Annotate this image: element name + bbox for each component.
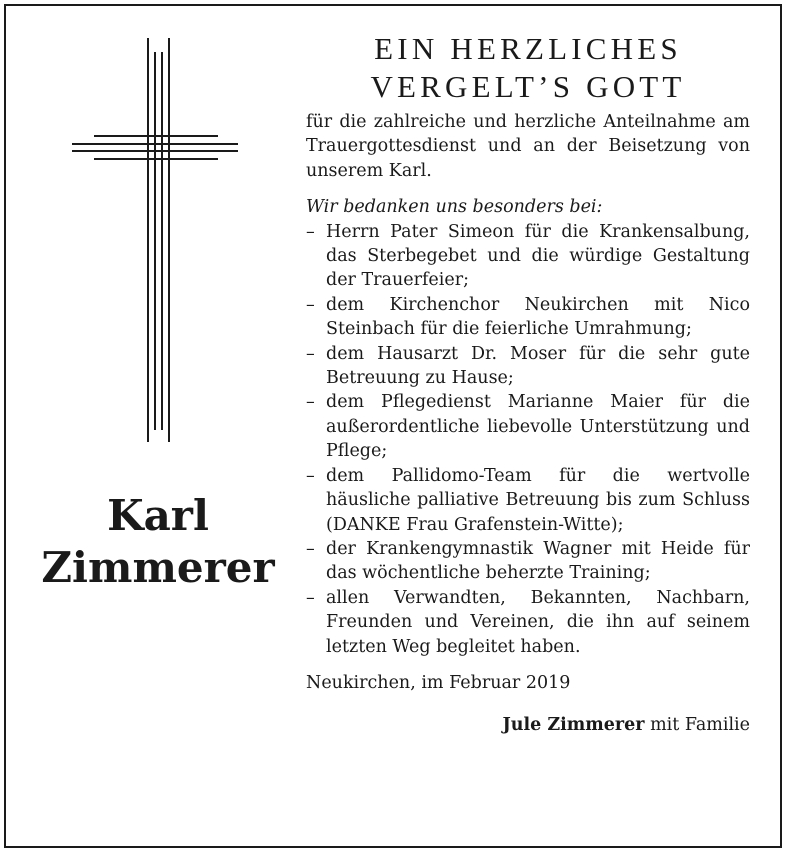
list-item-text: allen Verwandten, Bekannten, Nachbarn, Freunden und Vereinen, die ihn auf seinem letzten Weg begleitet haben. [326,587,750,657]
notice-text [306,30,750,755]
deceased-last-name: Zimmerer [41,543,275,592]
list-item-text: der Krankengymnastik Wagner mit Heide für das wöchentliche beherzte Training; [326,538,750,584]
signature-suffix: mit Familie [644,714,750,735]
list-item-text: dem Pflegedienst Marianne Maier für die außerordentliche liebevolle Unterstützung und Pflege; [326,392,750,462]
signature-name: Jule Zimmerer [502,714,645,735]
intro-paragraph: für die zahlreiche und herzliche Anteilnahme am Trauergottesdienst und an der Beisetzung von unserem Karl. [306,112,750,181]
list-item-text: dem Pallidomo-Team für die wertvolle häusliche palliative Betreuung bis zum Schluss (DANKE Frau Grafenstein-Witte); [326,465,750,535]
list-item [306,390,750,463]
place-date: Neukirchen, im Februar 2019 [306,672,571,693]
thanks-heading: Wir bedanken uns besonders bei: [306,197,603,218]
list-item-text: dem Hausarzt Dr. Moser für die sehr gute Betreuung zu Hause; [326,343,750,389]
list-item-text: dem Kirchenchor Neukirchen mit Nico Steinbach für die feierliche Umrahmung; [326,294,750,340]
list-item [306,586,750,659]
dash: – [306,587,315,608]
dash: – [306,221,315,242]
list-item [306,464,750,537]
dash: – [306,294,315,315]
list-item [306,342,750,391]
dash: – [306,392,315,413]
deceased-name [30,490,286,594]
dash: – [306,343,315,364]
signature [306,713,750,737]
cross-icon [72,38,240,446]
heading-line-1: EIN HERZLICHES [374,31,682,66]
deceased-first-name: Karl [107,491,209,540]
dash: – [306,465,315,486]
list-item [306,293,750,342]
notice-heading [306,30,750,106]
thanks-list [306,220,750,659]
list-item [306,537,750,586]
list-item [306,220,750,293]
heading-line-2: VERGELT’S GOTT [370,69,686,104]
dash: – [306,538,315,559]
list-item-text: Herrn Pater Simeon für die Krankensalbung, das Sterbegebet und die würdige Gestaltung der Trauerfeier; [326,221,750,291]
